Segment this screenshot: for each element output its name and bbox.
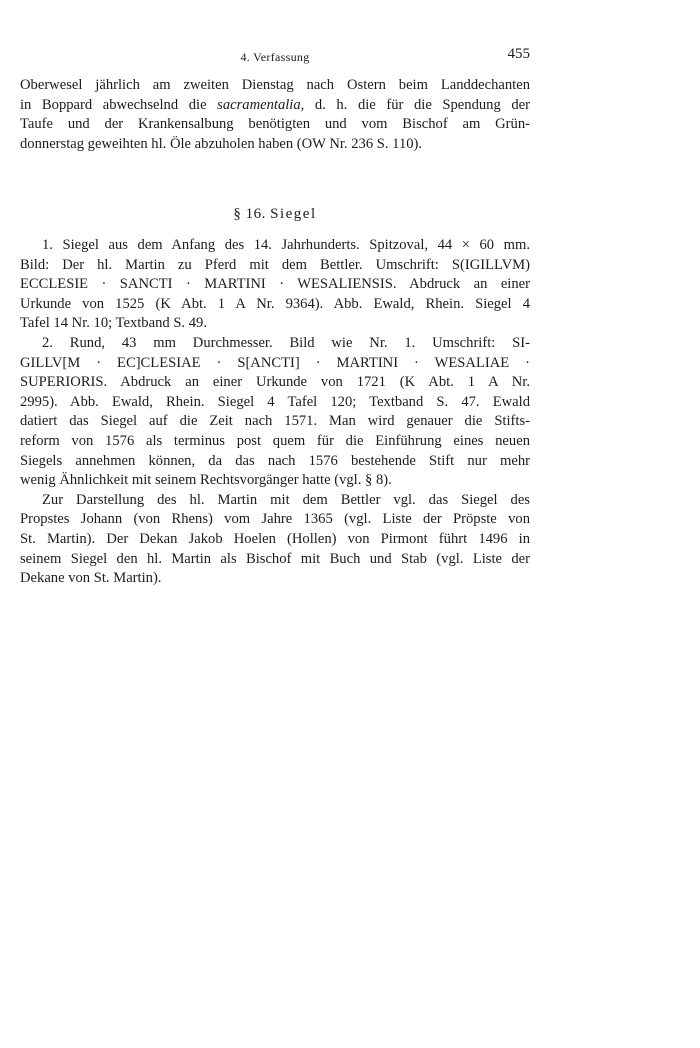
entry-1-line: Bild: Der hl. Martin zu Pferd mit dem Bettler. Umschrift: S(IGILLVM) [20,256,530,273]
note-line: Propstes Johann (von Rhens) vom Jahre 1365 (vgl. Liste der Pröpste von [20,511,530,528]
section-heading [20,206,530,223]
top-paragraph [20,76,530,154]
entry-1-line: Urkunde von 1525 (K Abt. 1 A Nr. 9364). Abb. Ewald, Rhein. Siegel 4 [20,295,530,312]
paragraph-line: Oberwesel jährlich am zweiten Dienstag nach Ostern beim Landdechanten [20,77,530,93]
entry-1-line: ECCLESIE · SANCTI · MARTINI · WESALIENSIS. Abdruck an einer [20,276,530,293]
entry-2-line: datiert das Siegel auf die Zeit nach 1571. Man wird genauer die Stifts- [20,413,530,430]
section-symbol: § 16. [233,206,266,222]
italic-term: sacramentalia, [217,96,305,113]
entry-2-line: 2. Rund, 43 mm Durchmesser. Bild wie Nr. 1. Umschrift: SI- [42,334,530,351]
paragraph-line: donnerstag geweihten hl. Öle abzuholen haben (OW Nr. 236 S. 110). [20,135,423,152]
paragraph-line: Taufe und der Krankensalbung benötigten und vom Bischof am Grün- [20,116,530,133]
entry-2-line: Siegels annehmen können, da das nach 1576 bestehende Stift nur mehr [20,452,530,469]
entry-2-line: SUPERIORIS. Abdruck an einer Urkunde von 1721 (K Abt. 1 A Nr. [20,374,530,391]
running-head [20,44,530,68]
entry-2-line: wenig Ähnlichkeit mit seinem Rechtsvorgänger hatte (vgl. § 8). [20,472,392,489]
siegel-section-body [20,236,530,589]
note-line: seinem Siegel den hl. Martin als Bischof mit Buch und Stab (vgl. Liste der [20,550,530,567]
running-head-title: 4. Verfassung [240,50,310,64]
entry-2-line: reform von 1576 als terminus post quem für die Einführung eines neuen [20,432,530,449]
paragraph-line: in Boppard abwechselnd die sacramentalia, d. h. die für die Spendung der [20,96,530,113]
entry-2-line: 2995). Abb. Ewald, Rhein. Siegel 4 Tafel 120; Textband S. 47. Ewald [20,393,530,410]
section-title: Siegel [270,206,317,222]
note-line: Dekane von St. Martin). [20,570,162,587]
entry-1-line: 1. Siegel aus dem Anfang des 14. Jahrhunderts. Spitzoval, 44 × 60 mm. [42,237,530,253]
page-number: 455 [507,46,530,62]
note-line: St. Martin). Der Dekan Jakob Hoelen (Hollen) von Pirmont führt 1496 in [20,530,530,547]
note-line: Zur Darstellung des hl. Martin mit dem Bettler vgl. das Siegel des [42,491,530,508]
entry-2-line: GILLV[M · EC]CLESIAE · S[ANCTI] · MARTINI · WESALIAE · [20,354,530,371]
entry-1-line: Tafel 14 Nr. 10; Textband S. 49. [20,315,207,332]
